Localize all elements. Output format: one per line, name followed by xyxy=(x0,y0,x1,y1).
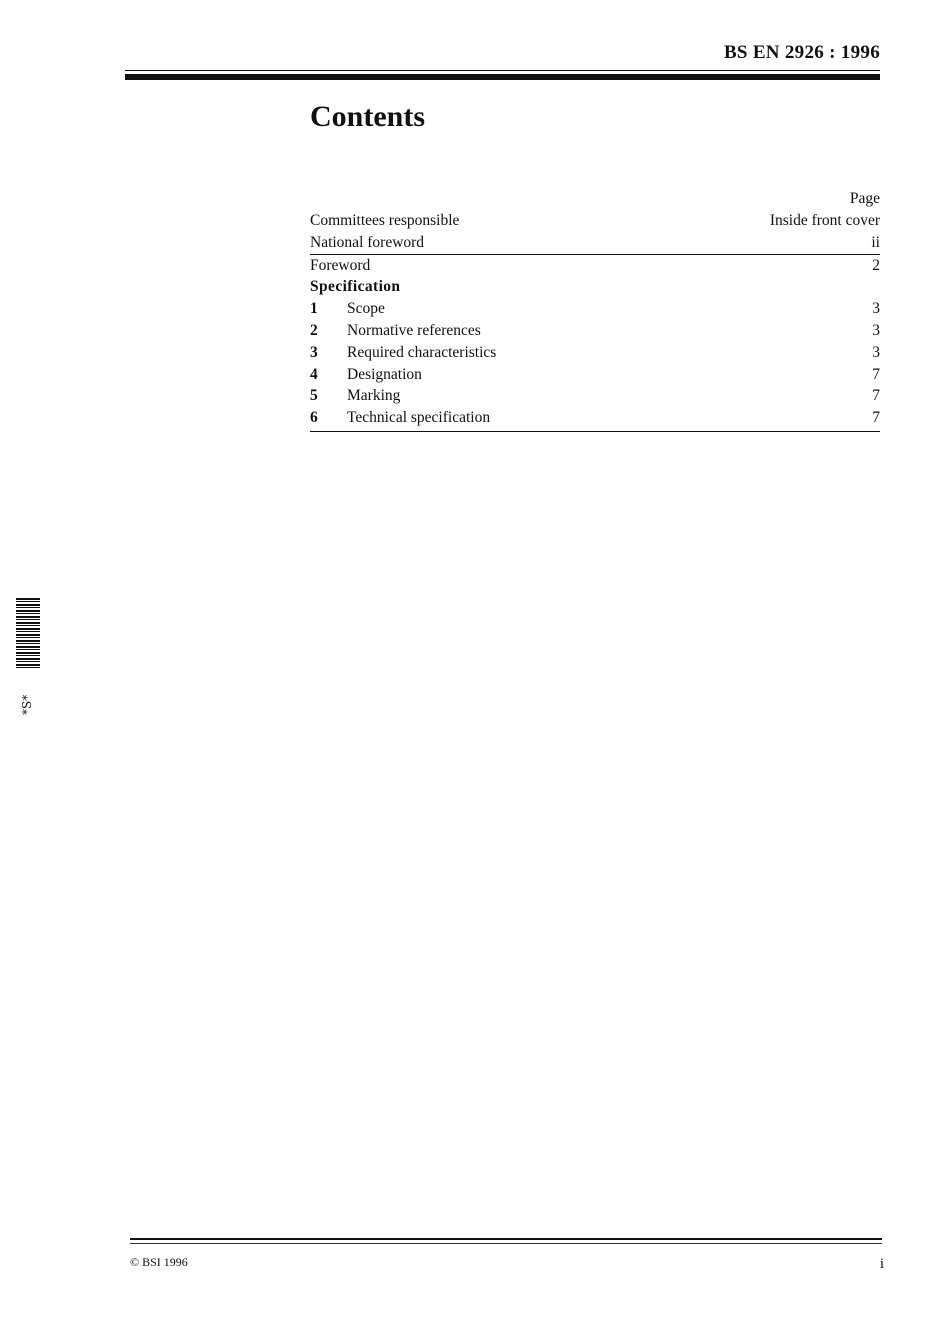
toc-entry-label: Foreword xyxy=(310,256,371,274)
toc-entry-label: Committees responsible xyxy=(310,212,460,229)
toc-clause-page: 7 xyxy=(872,409,880,427)
barcode-label: *S* xyxy=(20,694,34,716)
toc-clause-normative-references[interactable] xyxy=(310,320,880,342)
toc-clause-page: 7 xyxy=(872,387,880,405)
toc-end-rule xyxy=(310,431,880,432)
toc-clause-label: Marking xyxy=(347,387,401,405)
barcode-icon xyxy=(16,598,40,670)
toc-entry-committees[interactable] xyxy=(310,210,880,232)
toc-clause-required-characteristics[interactable] xyxy=(310,342,880,364)
toc-clause-page: 3 xyxy=(872,343,880,361)
toc-clause-label: Technical specification xyxy=(347,409,491,427)
toc-clause-page: 3 xyxy=(872,321,880,339)
toc-clause-scope[interactable] xyxy=(310,298,880,320)
toc-clause-number: 2 xyxy=(310,321,318,339)
toc-clause-marking[interactable] xyxy=(310,385,880,407)
toc-clause-number: 4 xyxy=(310,365,318,383)
page-number: i xyxy=(879,1256,884,1272)
toc-entry-page: ii xyxy=(871,233,880,251)
toc-entry-label: National foreword xyxy=(310,233,425,251)
toc-clause-designation[interactable] xyxy=(310,364,880,386)
toc-section-heading: Specification xyxy=(310,278,401,296)
toc-entry-foreword[interactable] xyxy=(310,255,880,277)
document-id: BS EN 2926 : 1996 xyxy=(723,42,880,63)
toc-clause-page: 7 xyxy=(872,365,880,383)
header-rule-thin xyxy=(125,70,880,71)
toc-clause-page: 3 xyxy=(872,300,880,318)
toc-clause-number: 5 xyxy=(310,387,318,405)
table-of-contents xyxy=(310,188,880,432)
toc-clause-label: Scope xyxy=(347,300,385,318)
toc-clause-label: Designation xyxy=(347,365,422,383)
header-rule-thick xyxy=(125,74,880,80)
footer-rule-thin xyxy=(130,1243,882,1244)
toc-entry-national-foreword[interactable] xyxy=(310,232,880,255)
toc-clause-number: 1 xyxy=(310,300,318,318)
toc-clause-label: Required characteristics xyxy=(347,343,497,361)
toc-clause-number: 3 xyxy=(310,343,318,361)
toc-page-column-heading: Page xyxy=(849,190,880,207)
toc-clause-label: Normative references xyxy=(347,321,481,339)
toc-clause-technical-specification[interactable] xyxy=(310,407,880,429)
toc-entry-page: Inside front cover xyxy=(769,212,880,229)
footer-rule-thick xyxy=(130,1238,882,1240)
page-title: Contents xyxy=(310,100,426,133)
toc-entry-page: 2 xyxy=(872,256,880,274)
toc-clause-number: 6 xyxy=(310,409,318,427)
copyright-notice: © BSI 1996 xyxy=(130,1255,188,1269)
